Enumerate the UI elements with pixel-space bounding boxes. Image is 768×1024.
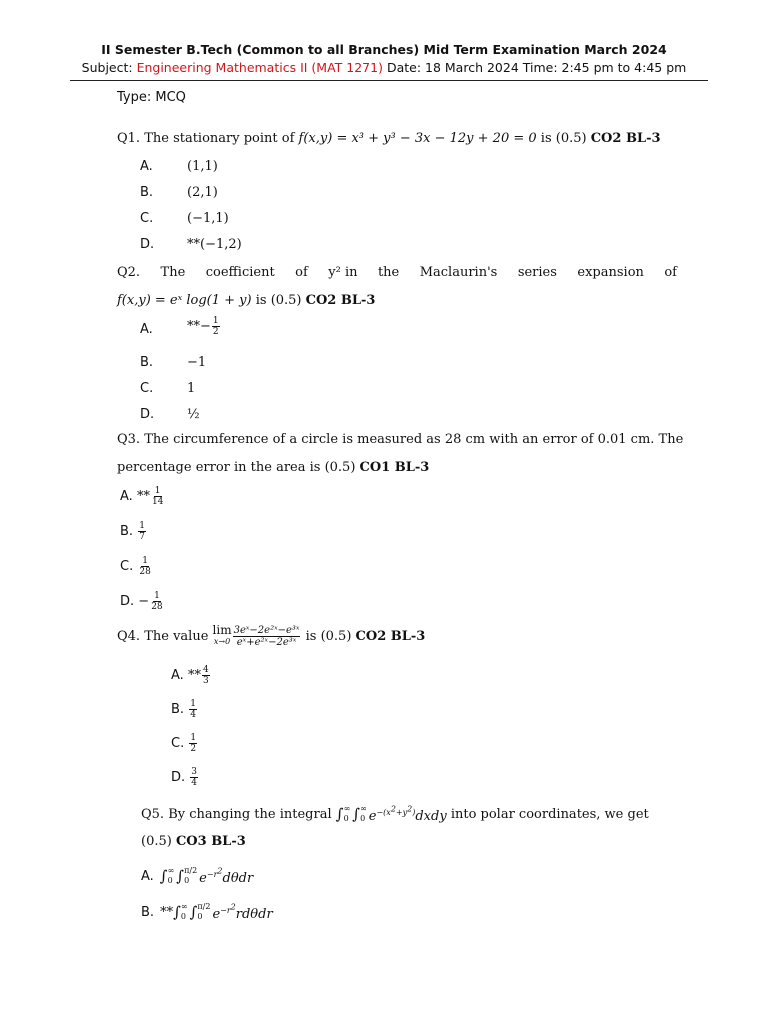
fraction-numerator: 1 — [190, 733, 197, 743]
q1-option-d-letter: D. — [140, 237, 155, 252]
q2-word: of — [295, 265, 308, 280]
fraction-denominator: 3 — [202, 676, 209, 686]
fraction-denominator: 28 — [151, 602, 163, 612]
lim-text: lim — [212, 623, 232, 637]
q3-option-b[interactable] — [120, 521, 147, 542]
q3-stem-line1: Q3. The circumference of a circle is measured as 28 cm with an error of 0.01 cm. The — [117, 432, 684, 447]
q1-option-d[interactable]: **(−1,2) — [187, 237, 242, 252]
q2-option-a-prefix: **− — [187, 319, 211, 334]
q5-option-b-integrand: $e^{-r^2}rd\theta dr$ — [212, 902, 273, 922]
fraction-numerator: 3eˣ−2e²ˣ−e³ˣ — [233, 624, 300, 636]
integral-sign-icon: ∫ — [335, 805, 344, 823]
q1-option-a-letter: A. — [140, 159, 153, 174]
q4-option-c-letter: C. — [171, 736, 185, 751]
date-time: Date: 18 March 2024 Time: 2:45 pm to 4:45 pm — [382, 60, 687, 75]
q3-option-c[interactable] — [120, 556, 153, 577]
q1-suffix: is (0.5) — [536, 131, 591, 146]
lower-limit: 0 — [197, 912, 203, 921]
integral-limits — [168, 866, 175, 886]
q1-option-a[interactable]: (1,1) — [187, 159, 218, 174]
lim-subscript: x→0 — [213, 637, 231, 646]
upper-limit: π/2 — [197, 902, 211, 911]
q5-option-a-integrand: $e^{-r^2}d\theta dr$ — [199, 866, 254, 886]
q4-suffix: is (0.5) — [301, 628, 356, 644]
q1-option-b-letter: B. — [140, 185, 154, 200]
fraction-numerator: 1 — [154, 486, 161, 496]
lower-limit: 0 — [167, 876, 173, 885]
integral-limits — [184, 866, 197, 886]
fraction-numerator: 3 — [191, 767, 198, 777]
q5-outcome-code: CO3 BL-3 — [175, 834, 246, 849]
integral-sign-icon: ∫ — [176, 867, 185, 885]
exam-subject-line — [0, 60, 768, 75]
lower-limit: 0 — [360, 814, 366, 823]
question-type: Type: MCQ — [117, 90, 186, 105]
fraction-numerator: 1 — [142, 556, 148, 566]
q2-word: Q2. — [117, 265, 141, 280]
fraction-numerator: 1 — [154, 591, 160, 601]
q1-option-c[interactable]: (−1,1) — [187, 211, 229, 226]
q5-prefix: Q5. By changing the integral — [141, 806, 336, 822]
q2-word: expansion — [577, 265, 644, 280]
q2-option-c-letter: C. — [140, 381, 154, 396]
q4-option-d-letter: D. — [171, 770, 186, 785]
q4-option-b-letter: B. — [171, 702, 185, 717]
fraction-numerator: 1 — [212, 316, 219, 326]
fraction-numerator: 4 — [202, 665, 209, 675]
q5-option-a-letter: A. — [141, 868, 154, 884]
q3-stem-line2 — [117, 460, 429, 475]
lower-limit: 0 — [180, 912, 186, 921]
q1-stem — [117, 131, 661, 146]
q3-option-a-prefix: ** — [136, 489, 150, 504]
q2-stem-line2 — [117, 293, 375, 308]
q2-option-c[interactable]: 1 — [187, 381, 196, 396]
q2-stem-line1 — [117, 265, 677, 280]
q4-option-b[interactable] — [171, 699, 198, 720]
q3-option-b-letter: B. — [120, 524, 134, 539]
q5-option-b-letter: B. — [141, 904, 155, 920]
q2-word: The — [160, 265, 186, 280]
q4-fraction — [233, 625, 301, 648]
q2-word: Maclaurin's — [419, 265, 498, 280]
q2-outcome-code: CO2 BL-3 — [305, 293, 376, 308]
lower-limit: 0 — [184, 876, 190, 885]
q1-outcome-code: CO2 BL-3 — [590, 131, 661, 146]
limit-operator — [213, 624, 232, 648]
q3-option-c-letter: C. — [120, 559, 134, 574]
fraction-denominator: 4 — [190, 710, 196, 720]
fraction-numerator: 1 — [190, 699, 196, 709]
q4-option-a[interactable] — [171, 665, 211, 686]
q4-option-d[interactable] — [171, 767, 199, 788]
q5-stem-line1 — [141, 804, 649, 824]
q2-word: series — [517, 265, 557, 280]
header-divider — [70, 80, 708, 81]
subject-label: Subject: — [81, 60, 137, 75]
q2-word: the — [377, 265, 400, 280]
upper-limit: π/2 — [184, 866, 198, 875]
q3-option-a[interactable] — [120, 486, 165, 507]
q3-option-d[interactable] — [120, 591, 165, 612]
q2-option-a-letter: A. — [140, 322, 153, 337]
q4-option-c[interactable] — [171, 733, 198, 754]
upper-limit: ∞ — [343, 804, 351, 813]
q2-word: coefficient — [205, 265, 275, 280]
fraction-denominator: eˣ+e²ˣ−2e³ˣ — [236, 636, 297, 648]
fraction-denominator: 2 — [190, 744, 197, 754]
integral-limits — [181, 902, 188, 922]
subject-name: Engineering Mathematics II (MAT 1271) — [136, 60, 383, 75]
q2-word: y² in — [328, 265, 358, 280]
integral-sign-icon: ∫ — [352, 805, 361, 823]
integral-limits — [344, 804, 351, 824]
q2-suffix: is (0.5) — [251, 293, 306, 308]
fraction-denominator: 14 — [151, 497, 164, 507]
q3-option-d-prefix: − — [138, 594, 150, 609]
q2-word: of — [664, 265, 677, 280]
q5-option-a[interactable] — [141, 866, 253, 886]
q5-integrand: $e^{-(x^2+y^2)}dxdy$ — [368, 804, 447, 824]
q5-suffix: into polar coordinates, we get — [446, 806, 649, 822]
q2-option-b-letter: B. — [140, 355, 154, 370]
integral-limits — [197, 902, 210, 922]
q1-expression: f(x,y) = x³ + y³ − 3x − 12y + 20 = 0 — [298, 131, 537, 146]
q4-option-a-prefix: ** — [187, 668, 201, 683]
q1-option-b[interactable]: (2,1) — [187, 185, 218, 200]
q5-line2-text: (0.5) — [141, 834, 176, 849]
q4-stem — [117, 624, 425, 648]
lower-limit: 0 — [343, 814, 349, 823]
integral-sign-icon: ∫ — [189, 903, 198, 921]
integral-limits — [360, 804, 367, 824]
q4-option-a-letter: A. — [171, 668, 184, 683]
q3-option-d-letter: D. — [120, 594, 135, 609]
fraction-denominator: 7 — [139, 532, 145, 542]
q2-option-d-letter: D. — [140, 407, 155, 422]
q2-option-b[interactable]: −1 — [187, 355, 207, 370]
fraction-denominator: 2 — [212, 327, 219, 337]
upper-limit: ∞ — [180, 902, 188, 911]
q2-option-a[interactable] — [187, 316, 221, 337]
q1-option-c-letter: C. — [140, 211, 154, 226]
integral-sign-icon: ∫ — [173, 903, 181, 921]
fraction-denominator: 4 — [191, 778, 198, 788]
q3-outcome-code: CO1 BL-3 — [359, 460, 430, 475]
q5-stem-line2 — [141, 834, 246, 849]
upper-limit: ∞ — [167, 866, 175, 875]
q5-option-b-prefix: ** — [160, 904, 174, 920]
q3-line2-text: percentage error in the area is (0.5) — [117, 460, 360, 475]
upper-limit: ∞ — [360, 804, 367, 813]
q5-option-b[interactable] — [141, 902, 273, 922]
q2-option-d[interactable]: ½ — [187, 407, 200, 422]
exam-title: II Semester B.Tech (Common to all Branches) Mid Term Examination March 2024 — [101, 42, 667, 57]
integral-sign-icon: ∫ — [159, 867, 168, 885]
q4-outcome-code: CO2 BL-3 — [355, 628, 426, 644]
q2-expression: f(x,y) = eˣ log(1 + y) — [117, 293, 252, 308]
q4-prefix: Q4. The value — [117, 628, 213, 644]
fraction-denominator: 28 — [139, 567, 151, 577]
q3-option-a-letter: A. — [120, 489, 133, 504]
fraction-numerator: 1 — [139, 521, 145, 531]
q1-prefix: Q1. The stationary point of — [117, 131, 299, 146]
